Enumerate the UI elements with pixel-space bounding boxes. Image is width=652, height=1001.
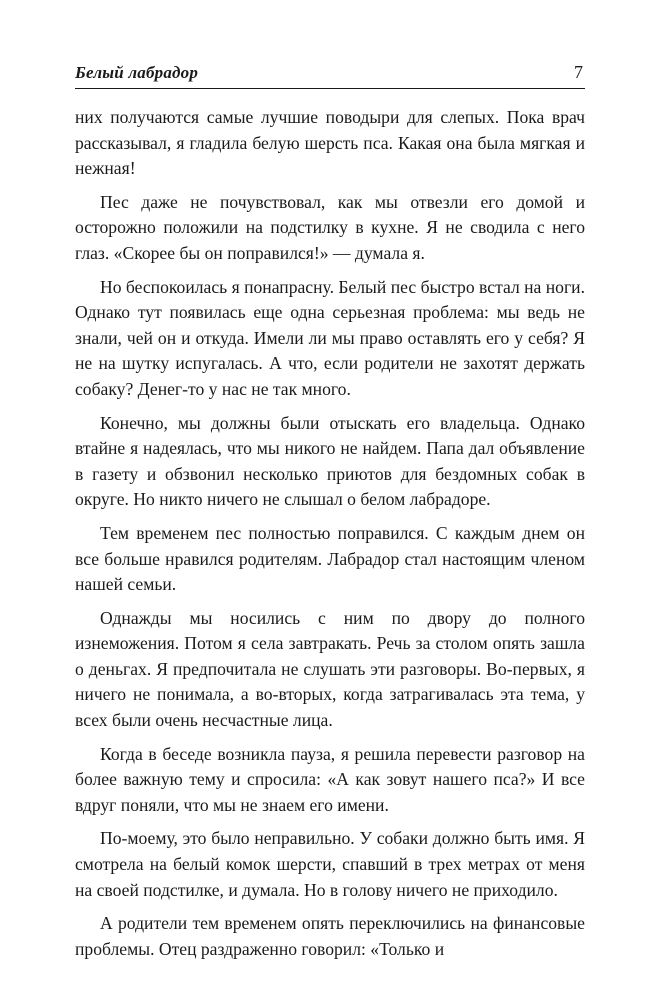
running-title: Белый лабрадор — [75, 63, 199, 82]
paragraph-4: Конечно, мы должны были отыскать его владельца. Однако втайне я надеялась, что мы никого не найдем. Папа дал объявление в газету и обзвонил несколько приютов для бездомных собак в округе. Но никто ничего не слышал о белом лабрадоре. — [75, 412, 585, 510]
paragraph-1: них получаются самые лучшие поводыри для слепых. Пока врач рассказывал, я гладила белую шерсть пса. Какая она была мягкая и нежная! — [75, 107, 585, 179]
paragraph-2: Пес даже не почувствовал, как мы отвезли его домой и осторожно положили на подстилку в кухне. Я не сводила с него глаз. «Скорее бы он поправился!» — думала я. — [75, 191, 585, 263]
paragraph-5: Тем временем пес полностью поправился. С каждым днем он все больше нравился родителям. Лабрадор стал настоящим членом нашей семьи. — [75, 522, 585, 595]
page-header — [75, 62, 585, 89]
paragraph-7: Когда в беседе возникла пауза, я решила перевести разговор на более важную тему и спросила: «А как зовут нашего пса?» И все вдруг поняли, что мы не знаем его имени. — [75, 743, 585, 815]
paragraph-9: А родители тем временем опять переключились на финансовые проблемы. Отец раздраженно говорил: «Только и — [75, 913, 585, 959]
page-number: 7 — [574, 62, 583, 82]
body-text — [75, 105, 585, 962]
paragraph-6: Однажды мы носились с ним по двору до полного изнеможения. Потом я села завтракать. Речь за столом опять зашла о деньгах. Я предпочитала не слушать эти разговоры. Во-первых, я ничего не понимала, а во-вторых, когда затрагивалась эта тема, у всех были очень несчастные лица. — [75, 607, 585, 731]
paragraph-8: По-моему, это было неправильно. У собаки должно быть имя. Я смотрела на белый комок шерсти, спавший в трех метрах от меня на своей подстилке, и думала. Но в голову ничего не приходило. — [75, 828, 585, 900]
paragraph-3: Но беспокоилась я понапрасну. Белый пес быстро встал на ноги. Однако тут появилась еще одна серьезная проблема: мы ведь не знали, чей он и откуда. Имели ли мы право оставлять его у себя? Я не на шутку испугалась. А что, если родители не захотят держать собаку? Денег-то у нас не так много. — [75, 276, 585, 399]
book-page — [75, 62, 585, 962]
